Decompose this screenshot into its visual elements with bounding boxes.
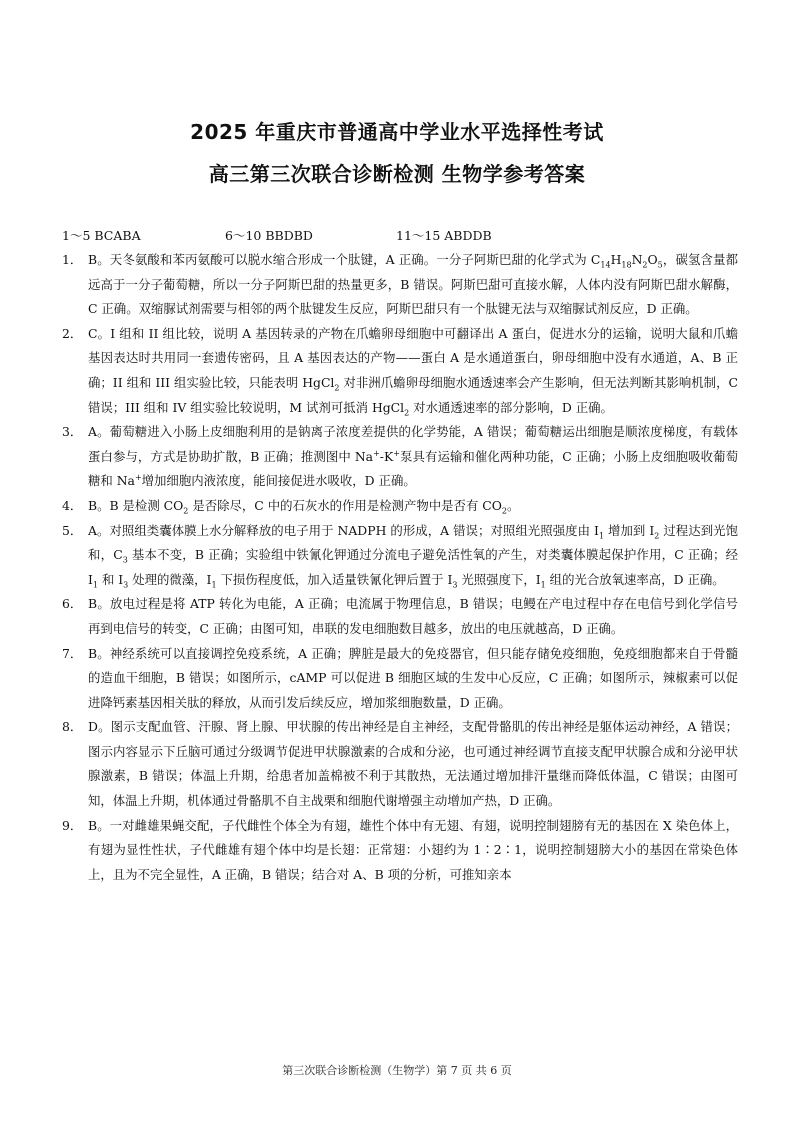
page-footer: 第三次联合诊断检测（生物学）第 7 页 共 6 页: [282, 1064, 512, 1077]
answer-key-group: 11～15 ABDDB: [396, 228, 492, 243]
question-number: 8．: [62, 719, 83, 735]
question-number: 9．: [62, 817, 83, 833]
question-number: 2．: [62, 325, 83, 341]
explanation-text: B。天冬氨酸和苯丙氨酸可以脱水缩合形成一个肽键，A 正确。一分子阿斯巴甜的化学式为 $C_{14}H_{18}N_2O_5$，碳氢含量都远高于一分子葡萄糖，所以一分子阿斯巴甜的热量更多，B 错误。阿斯巴甜可直接水解，人体内没有阿斯巴甜水解酶，C 正确。双缩脲试剂需要与相邻的两个肽键发生反应，阿斯巴甜只有一个肽键无法与双缩脲试剂反应，D 正确。: [88, 252, 739, 317]
question-number: 4．: [62, 497, 83, 513]
document-subtitle: 高三第三次联合诊断检测 生物学参考答案: [208, 162, 586, 186]
question-number: 6．: [62, 596, 83, 612]
answer-key-group: 1～5 BCABA: [62, 228, 141, 243]
explanation-item: [62, 592, 738, 641]
explanation-item: [62, 420, 738, 494]
explanation-item: [62, 814, 738, 888]
answer-key-group: 6～10 BBDBD: [225, 228, 313, 243]
explanation-text: B。一对雌雄果蝇交配，子代雌性个体全为有翅，雄性个体中有无翅、有翅，说明控制翅膀有无的基因在 X 染色体上，有翅为显性性状，子代雌雄有翅个体中均是长翅：正常翅：小翅约为 1∶2∶1，说明控制翅膀大小的基因在常染色体上，且为不完全显性，A 正确，B 错误；结合对 A、B 项的分析，可推知亲本: [88, 817, 738, 882]
explanation-text: A。对照组类囊体膜上水分解释放的电子用于 NADPH 的形成，A 错误；对照组光照强度由 $I_1$ 增加到 $I_2$ 过程达到光饱和，$C_3$ 基本不变，B 正确；实验组中铁氰化钾通过分流电子避免活性氧的产生，对类囊体膜起保护作用，C 正确；经 $I_1$ 和 $I_3$ 处理的微藻，$I_1$ 下损伤程度低，加入适量铁氰化钾后置于 $I_3$ 光照强度下，$I_1$ 组的光合放氧速率高，D 正确。: [88, 522, 739, 590]
question-number: 7．: [62, 645, 83, 661]
explanation-text: D。图示支配血管、汗腺、肾上腺、甲状腺的传出神经是自主神经，支配骨骼肌的传出神经是躯体运动神经，A 错误；图示内容显示下丘脑可通过分级调节促进甲状腺激素的合成和分泌，也可通过神经调节直接支配甲状腺合成和分泌甲状腺激素，B 错误；体温上升期，给患者加盖棉被不利于其散热，无法通过增加排汗量继而降低体温，C 错误；由图可知，体温上升期，机体通过骨骼肌不自主战栗和细胞代谢增强主动增加产热，D 正确。: [88, 719, 738, 809]
explanation-text: C。I 组和 II 组比较，说明 A 基因转录的产物在爪蟾卵母细胞中可翻译出 A 蛋白，促进水分的运输，说明大鼠和爪蟾基因表达时共用同一套遗传密码，且 A 基因表达的产物——蛋白 A 是水通道蛋白，卵母细胞中没有水通道，A、B 正确；II 组和 III 组实验比较，只能表明 HgCl$_2$ 对非洲爪蟾卵母细胞水通透速率会产生影响，但无法判断其影响机制，C 错误；III 组和 IV 组实验比较说明，M 试剂可抵消 HgCl$_2$ 对水通透速率的部分影响，D 正确。: [88, 325, 738, 418]
explanation-text: A。葡萄糖进入小肠上皮细胞利用的是钠离子浓度差提供的化学势能，A 错误；葡萄糖运出细胞是顺浓度梯度，有载体蛋白参与，方式是协助扩散，B 正确；推测图中 Na+-K+泵具有运输和催化两种功能，C 正确；小肠上皮细胞吸收葡萄糖和 Na+增加细胞内液浓度，能间接促进水吸收，D 正确。: [88, 424, 738, 489]
explanation-text: B。B 是检测 $CO_2$ 是否除尽，C 中的石灰水的作用是检测产物中是否有 $CO_2$。: [88, 497, 520, 516]
explanation-text: B。放电过程是将 ATP 转化为电能，A 正确；电流属于物理信息，B 错误；电鳗在产电过程中存在电信号到化学信号再到电信号的转变，C 正确；由图可知，串联的发电细胞数目越多，放出的电压就越高，D 正确。: [88, 596, 738, 636]
explanation-text: B。神经系统可以直接调控免疫系统，A 正确；脾脏是最大的免疫器官，但只能存储免疫细胞，免疫细胞都来自于骨髓的造血干细胞，B 错误；如图所示，cAMP 可以促进 B 细胞区域的生发中心反应，C 正确；如图所示，辣椒素可以促进降钙素基因相关肽的释放，从而引发后续反应，增加浆细胞数量，D 正确。: [88, 645, 738, 710]
explanation-item: [62, 248, 738, 322]
question-number: 5．: [62, 522, 83, 538]
explanation-item: [62, 494, 738, 519]
question-number: 1．: [62, 252, 83, 267]
explanations-list: [62, 248, 738, 887]
document-title: 2025 年重庆市普通高中学业水平选择性考试: [190, 120, 604, 144]
explanation-item: [62, 642, 738, 716]
question-number: 3．: [62, 424, 83, 440]
explanation-item: [62, 715, 738, 813]
explanation-item: [62, 322, 738, 420]
explanation-item: [62, 519, 738, 593]
